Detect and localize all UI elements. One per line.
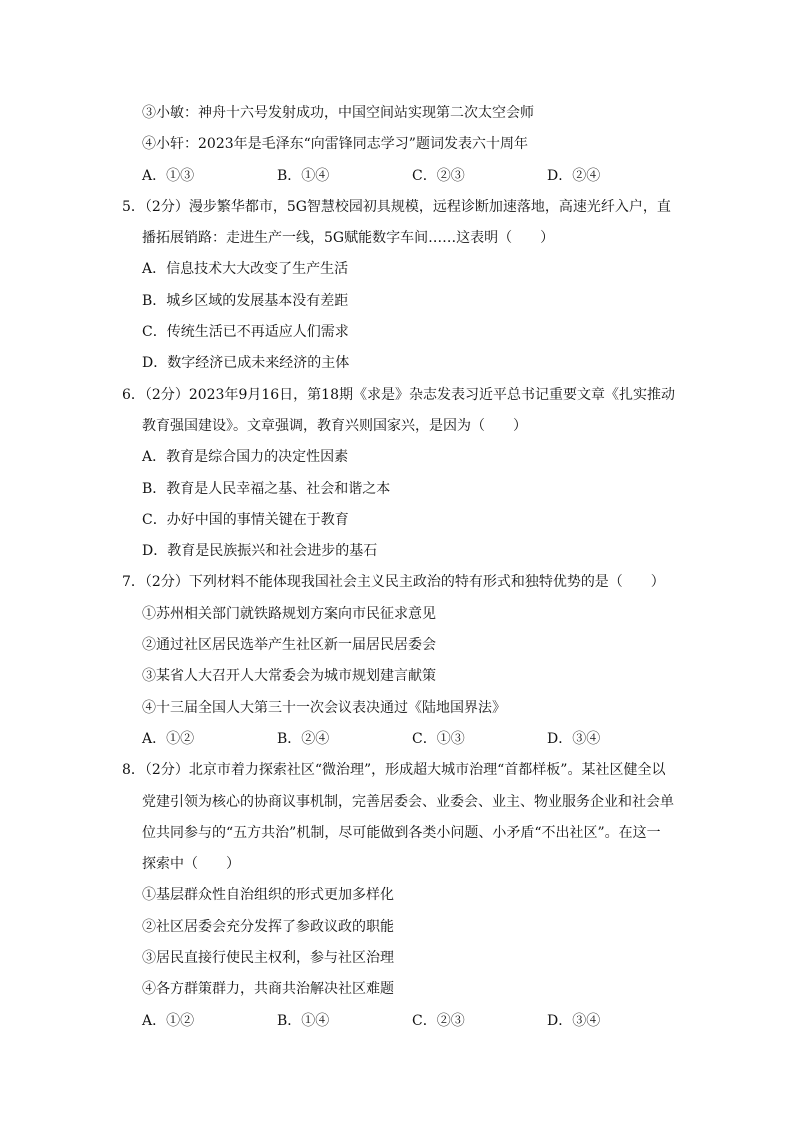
option-c[interactable]: C．②③ bbox=[412, 167, 465, 184]
statement-item: ③小敏：神舟十六号发射成功，中国空间站实现第二次太空会师 bbox=[142, 105, 534, 121]
question-stem: 6．（2分）2023年9月16日，第18期《求是》杂志发表习近平总书记重要文章《扎实推动 bbox=[122, 386, 675, 403]
statement-item: ②社区居委会充分发挥了参政议政的职能 bbox=[142, 918, 394, 935]
question-stem: 播拓展销路：走进生产一线，5G赋能数字车间……这表明（ ） bbox=[142, 230, 555, 247]
option-b[interactable]: B．②④ bbox=[277, 730, 330, 747]
statement-item: ②通过社区居民选举产生社区新一届居民居委会 bbox=[142, 637, 436, 654]
choice-c[interactable]: C．办好中国的事情关键在于教育 bbox=[142, 511, 349, 528]
option-c[interactable]: C．①③ bbox=[412, 730, 465, 747]
question-stem: 8．（2分）北京市着力探索社区“微治理”，形成超大城市治理“首都样板”。某社区健全以 bbox=[122, 762, 666, 779]
option-a[interactable]: A．①③ bbox=[142, 167, 195, 184]
answer-options bbox=[122, 161, 682, 192]
question-stem: 教育强国建设》。文章强调，教育兴则国家兴，是因为（ ） bbox=[142, 417, 527, 434]
statement-item: ③某省人大召开人大常委会为城市规划建言献策 bbox=[142, 668, 436, 685]
question-5 bbox=[122, 192, 682, 380]
question-content bbox=[122, 98, 682, 1037]
question-stem: 党建引领为核心的协商议事机制，完善居委会、业委会、业主、物业服务企业和社会单 bbox=[142, 793, 674, 810]
option-a[interactable]: A．①② bbox=[142, 1012, 195, 1029]
choice-b[interactable]: B．教育是人民幸福之基、社会和谐之本 bbox=[142, 480, 391, 497]
question-4-tail bbox=[122, 98, 682, 192]
choice-c[interactable]: C．传统生活已不再适应人们需求 bbox=[142, 324, 349, 341]
question-stem: 位共同参与的“五方共治”机制，尽可能做到各类小问题、小矛盾“不出社区”。在这一 bbox=[142, 824, 661, 841]
option-a[interactable]: A．①② bbox=[142, 730, 195, 747]
choice-d[interactable]: D．教育是民族振兴和社会进步的基石 bbox=[142, 543, 378, 560]
option-d[interactable]: D．②④ bbox=[547, 167, 601, 184]
statement-item: ①基层群众性自治组织的形式更加多样化 bbox=[142, 887, 394, 904]
choice-d[interactable]: D．数字经济已成未来经济的主体 bbox=[142, 355, 350, 372]
statement-item: ④各方群策群力，共商共治解决社区难题 bbox=[142, 981, 394, 998]
option-d[interactable]: D．③④ bbox=[547, 1012, 601, 1029]
choice-b[interactable]: B．城乡区域的发展基本没有差距 bbox=[142, 292, 349, 309]
question-stem: 5．（2分）漫步繁华都市，5G智慧校园初具规模，远程诊断加速落地，高速光纤入户，直 bbox=[122, 198, 671, 215]
choice-a[interactable]: A．信息技术大大改变了生产生活 bbox=[142, 261, 349, 278]
option-d[interactable]: D．③④ bbox=[547, 730, 601, 747]
question-7 bbox=[122, 567, 682, 755]
question-8 bbox=[122, 755, 682, 1037]
option-b[interactable]: B．①④ bbox=[277, 167, 330, 184]
statement-item: ④十三届全国人大第三十一次会议表决通过《陆地国界法》 bbox=[142, 699, 506, 716]
question-6 bbox=[122, 380, 682, 568]
answer-options bbox=[122, 724, 682, 755]
option-b[interactable]: B．①④ bbox=[277, 1012, 330, 1029]
answer-options bbox=[122, 1006, 682, 1037]
statement-item: ③居民直接行使民主权利，参与社区治理 bbox=[142, 950, 394, 967]
question-stem: 7．（2分）下列材料不能体现我国社会主义民主政治的特有形式和独特优势的是（ ） bbox=[122, 574, 665, 591]
statement-item: ①苏州相关部门就铁路规划方案向市民征求意见 bbox=[142, 605, 436, 622]
question-stem: 探索中（ ） bbox=[142, 856, 240, 873]
statement-item: ④小轩：2023年是毛泽东“向雷锋同志学习”题词发表六十周年 bbox=[142, 136, 528, 153]
choice-a[interactable]: A．教育是综合国力的决定性因素 bbox=[142, 449, 349, 466]
option-c[interactable]: C．②③ bbox=[412, 1012, 465, 1029]
